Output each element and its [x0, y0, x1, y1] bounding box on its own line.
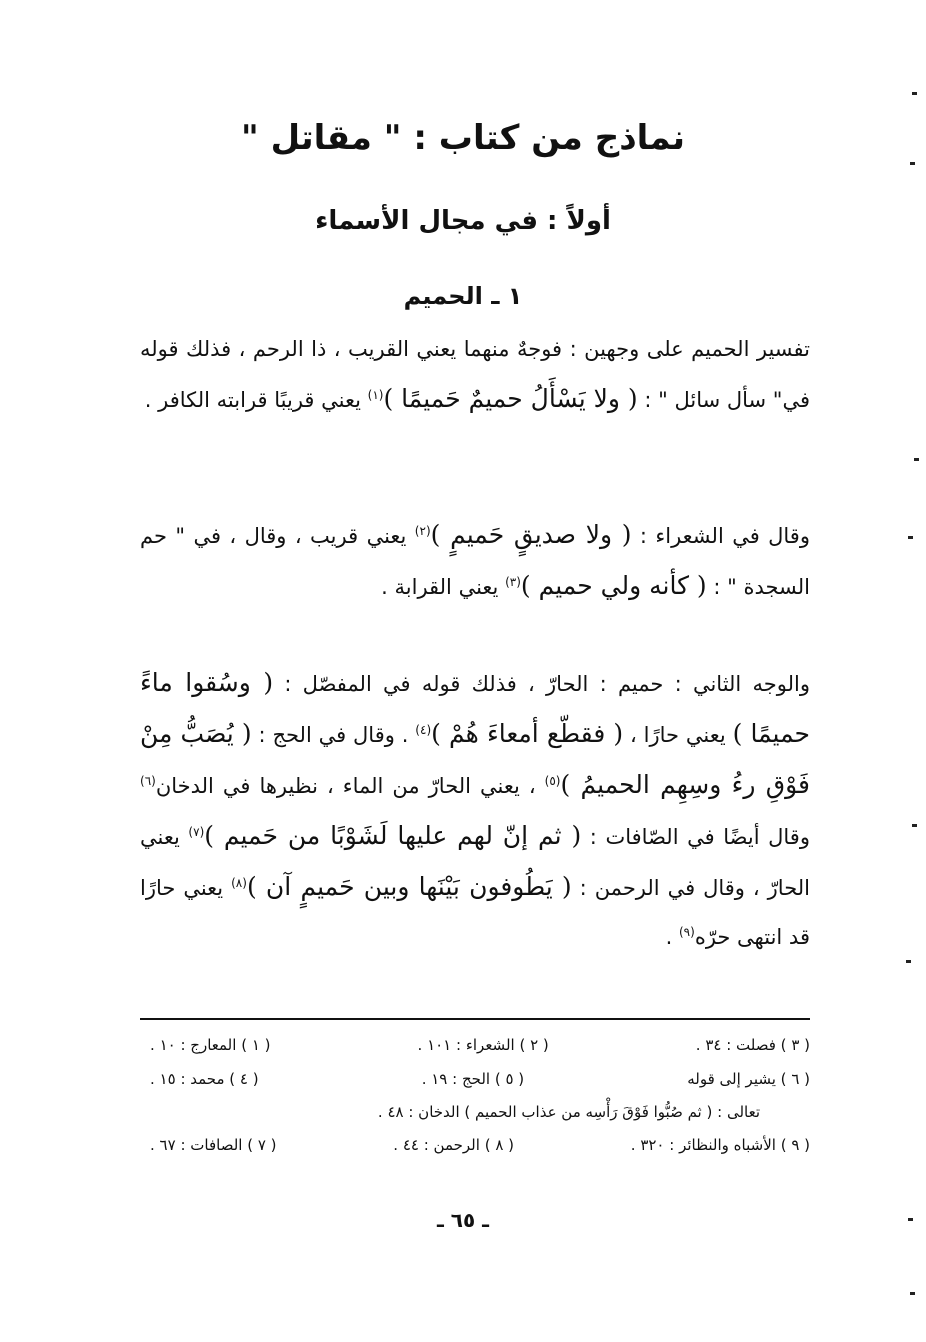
quran-verse: ( ثم إنّ لهم عليها لَشَوْبًا من حَميم ) [204, 821, 582, 850]
footnote: ( ٧ ) الصافات : ٦٧ . [150, 1136, 277, 1154]
footnote: ( ٨ ) الرحمن : ٤٤ . [393, 1136, 514, 1154]
footnote-ref: (٥) [544, 774, 561, 788]
footnote: ( ٤ ) محمد : ١٥ . [150, 1070, 259, 1088]
footnote-ref: (٣) [505, 575, 521, 589]
footnotes-row [150, 1136, 810, 1154]
quran-verse: ( فقطّع أمعاءَ هُمْ ) [431, 719, 624, 748]
page-number: ـ ٦٥ ـ [436, 1208, 490, 1232]
section-subtitle: أولاً : في مجال الأسماء [315, 206, 611, 236]
footnote-ref: (٧) [188, 825, 205, 839]
paragraph-2 [140, 510, 810, 612]
footnote: ( ٣ ) فصلت : ٣٤ . [695, 1036, 810, 1054]
paragraph-3-text: . وقال في الحج : [251, 723, 416, 747]
page-title: نماذج من كتاب : " مقاتل " [241, 118, 685, 158]
scan-speck [910, 162, 915, 165]
quran-verse: ( كأنه ولي حميم ) [520, 571, 707, 600]
footnotes-row [150, 1036, 810, 1054]
paragraph-3-text: يعني حارًا قد انتهى حرّه [140, 876, 810, 949]
footnote: ( ٥ ) الحج : ١٩ . [421, 1070, 525, 1088]
scan-speck [906, 960, 911, 963]
footnote: ( ٩ ) الأشباه والنظائر : ٣٢٠ . [630, 1136, 810, 1154]
footnotes-row [150, 1070, 810, 1088]
footnote-ref: (٤) [415, 723, 432, 737]
paragraph-2-intro: وقال في الشعراء : [631, 524, 810, 548]
paragraph-1-rest: يعني قريبًا قرابته الكافر . [144, 388, 368, 412]
footnote: ( ٦ ) يشير إلى قوله [687, 1070, 810, 1088]
quran-verse: ( يُصَبُّ مِنْ فَوْقِ رءُ وسِهِم الحميمُ ) [140, 719, 810, 799]
scan-speck [910, 1292, 915, 1295]
scan-speck [908, 536, 913, 539]
scan-speck [912, 824, 917, 827]
paragraph-2-mid: يعني قريب ، وقال ، في " حم السجدة " : [140, 524, 810, 599]
scan-speck [912, 92, 917, 95]
paragraph-1-intro: تفسير الحميم على وجهين : فوجهٌ منهما يعني القريب ، ذا الرحم ، فذلك قوله في" سأل سائل " : [140, 337, 810, 412]
footnote-divider [140, 1018, 810, 1020]
quran-verse: ( ولا يَسْأَلُ حميمٌ حَميمًا ) [383, 384, 638, 413]
paragraph-3-text: وقال أيضًا في الصّافات : [581, 825, 810, 849]
entry-heading: ١ ـ الحميم [403, 282, 523, 310]
paragraph-1 [140, 325, 810, 425]
footnote-ref: (٦) [140, 774, 156, 788]
footnote: ( ٢ ) الشعراء : ١٠١ . [417, 1036, 549, 1054]
footnote-ref: (٩) [678, 925, 695, 939]
footnote-ref: (٢) [414, 524, 431, 538]
paragraph-3-intro: والوجه الثاني : حميم : الحارّ ، فذلك قوله في المفصّل : [273, 672, 810, 696]
paragraph-3-text: ، يعني الحارّ من الماء ، نظيرها في الدخان [155, 774, 545, 798]
quran-verse: ( يَطُوفون بَيْنَها وبين حَميمٍ آن ) [246, 872, 572, 901]
footnote-continuation: تعالى : ( ثم صُبُّوا فَوْقَ رَأْسِه من عذاب الحميم ) الدخان : ٤٨ . [377, 1103, 760, 1121]
paragraph-3 [140, 658, 810, 962]
footnote-ref: (١) [367, 388, 384, 402]
paragraph-3-text: يعني الحارّ ، وقال في الرحمن : [140, 825, 810, 900]
footnote: ( ١ ) المعارج : ١٠ . [150, 1036, 271, 1054]
footnote-ref: (٨) [231, 876, 247, 890]
quran-verse: ( وسُقوا ماءً حميمًا ) [140, 668, 810, 748]
scan-speck [908, 1218, 913, 1221]
scan-speck [914, 458, 919, 461]
quran-verse: ( ولا صديقٍ حَميمٍ ) [430, 520, 632, 549]
paragraph-3-text: . [665, 925, 679, 949]
paragraph-3-text: يعني حارًا ، [623, 723, 733, 747]
paragraph-2-rest: يعني القرابة . [381, 575, 506, 599]
